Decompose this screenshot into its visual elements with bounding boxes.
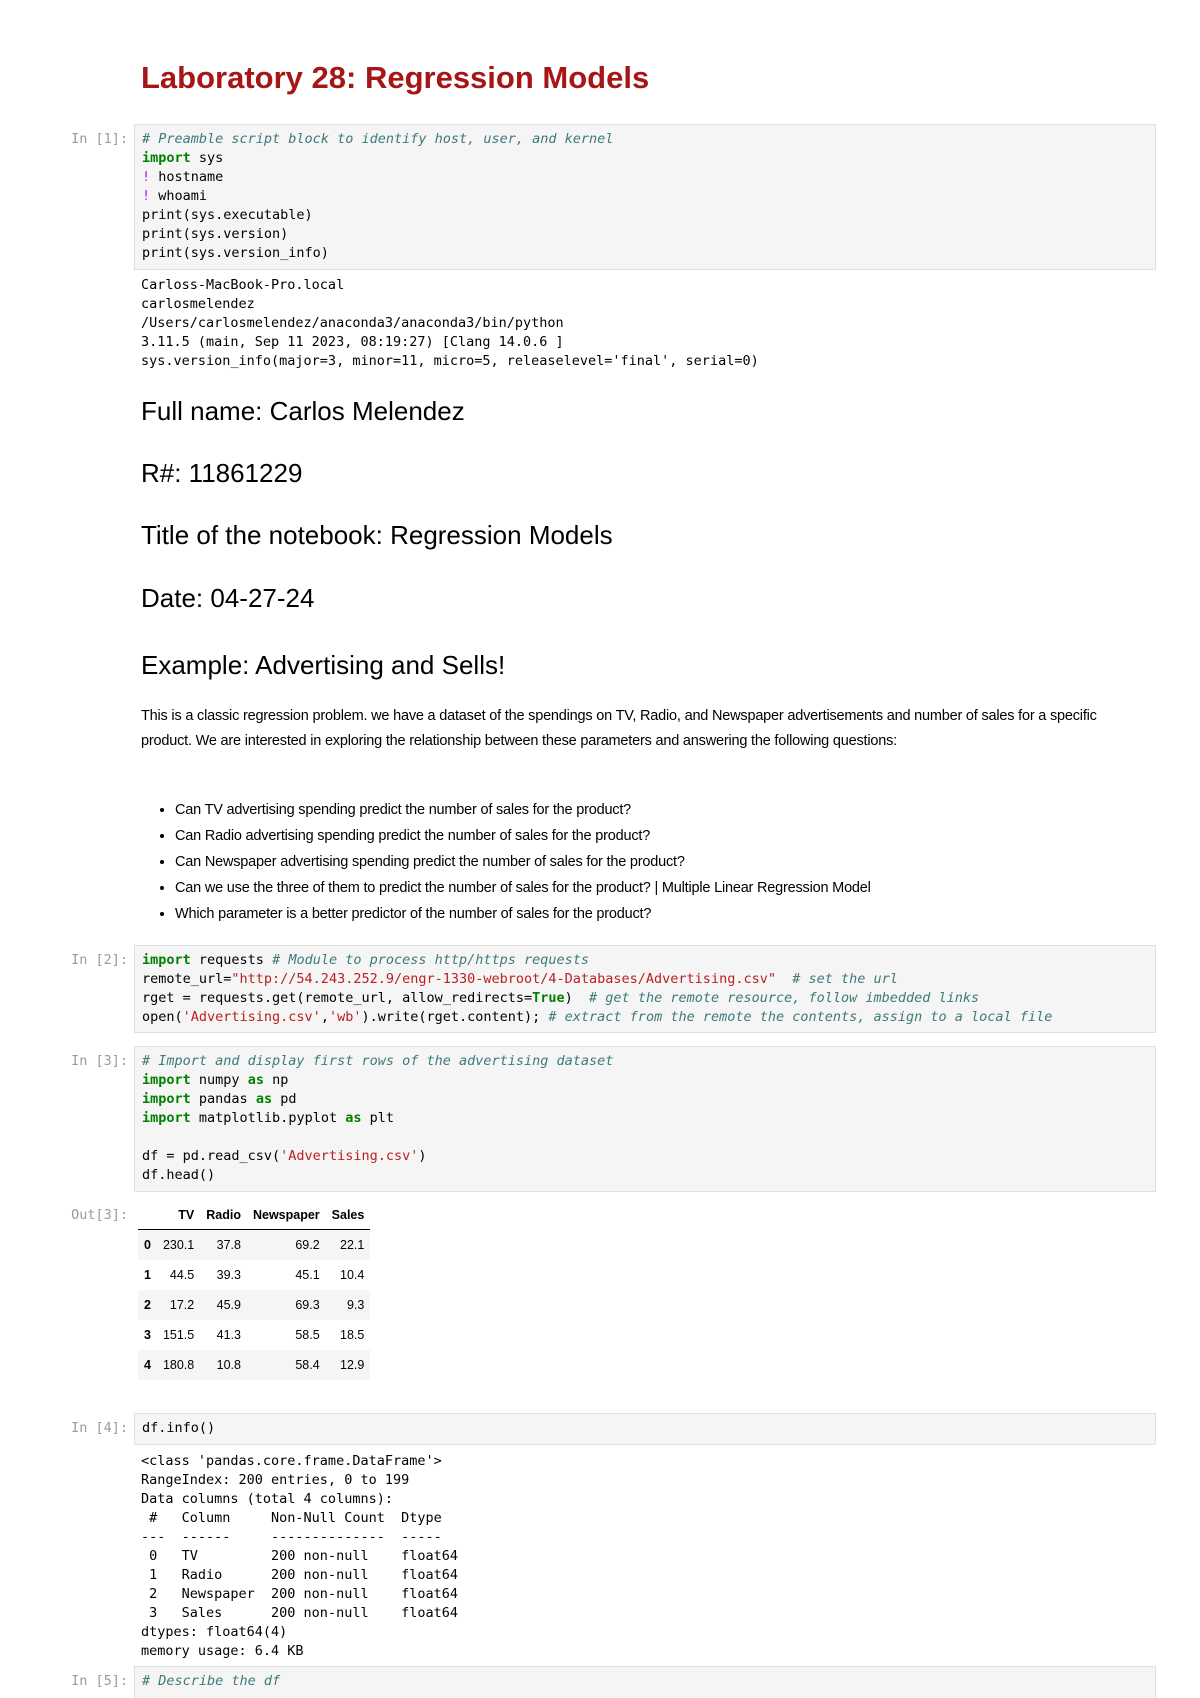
output-line: 3.11.5 (main, Sep 11 2023, 08:19:27) [Clang 14.0.6 ] — [141, 334, 564, 350]
cell-5-prompt: In [5]: — [71, 1673, 128, 1689]
example-paragraph: This is a classic regression problem. we have a dataset of the spendings on TV, Radio, and Newspaper advertisements and number of sales for a specific product. We are interested in exploring the relationship between these parameters and answering the following questions: — [141, 708, 1097, 749]
code-comment: # set the url — [775, 971, 898, 987]
code-keyword: import — [142, 952, 191, 968]
cell-1-prompt: In [1]: — [71, 131, 128, 147]
table-cell: 151.5 — [162, 1328, 195, 1342]
code-cell-2-source[interactable] — [135, 946, 1155, 1033]
cell-4-prompt: In [4]: — [71, 1420, 128, 1436]
code-text: print(sys.version) — [142, 226, 289, 242]
code-text: requests — [190, 952, 273, 968]
code-keyword: import — [142, 1072, 191, 1088]
code-text: print(sys.executable) — [142, 207, 313, 223]
table-cell: 37.8 — [216, 1238, 241, 1252]
output-line: Carloss-MacBook-Pro.local — [141, 277, 345, 293]
table-cell: 10.4 — [340, 1268, 365, 1282]
code-comment: # get the remote resource, follow imbedded links — [589, 990, 980, 1006]
notebook-title-heading: Title of the notebook: Regression Models — [141, 520, 613, 550]
table-row — [138, 1350, 370, 1380]
code-keyword: True — [532, 990, 565, 1006]
code-keyword: import — [142, 1110, 191, 1126]
code-comment: # extract from the remote the contents, assign to a local file — [548, 1009, 1053, 1025]
table-row — [138, 1290, 370, 1320]
output-line: <class 'pandas.core.frame.DataFrame'> — [141, 1453, 442, 1469]
output-line: /Users/carlosmelendez/anaconda3/anaconda3/bin/python — [141, 315, 564, 331]
code-string: 'Advertising.csv' — [182, 1009, 321, 1025]
output-line: 0 TV 200 non-null float64 — [141, 1548, 458, 1564]
output-line: dtypes: float64(4) — [141, 1624, 288, 1640]
list-item: • Which parameter is a better predictor of the number of sales for the product? — [175, 901, 871, 927]
code-text: pd — [272, 1091, 297, 1107]
list-item: • Can TV advertising spending predict the number of sales for the product? — [175, 797, 871, 823]
column-header: TV — [157, 1201, 200, 1230]
code-text: print(sys.version_info) — [142, 245, 329, 261]
table-cell: 17.2 — [169, 1298, 195, 1312]
output-line: # Column Non-Null Count Dtype — [141, 1510, 458, 1526]
output-line: 1 Radio 200 non-null float64 — [141, 1567, 458, 1583]
code-text: hostname — [150, 169, 224, 185]
code-text: , — [320, 1009, 329, 1025]
code-cell-3[interactable] — [134, 1046, 1156, 1192]
table-cell: 69.3 — [295, 1298, 320, 1312]
code-cell-1[interactable] — [134, 124, 1156, 270]
cell-4-output — [141, 1452, 458, 1661]
code-keyword: import — [142, 1091, 191, 1107]
code-cell-3-source[interactable] — [135, 1047, 1155, 1191]
code-text: ) — [418, 1148, 427, 1164]
cell-2-prompt: In [2]: — [71, 952, 128, 968]
code-text: pandas — [190, 1091, 256, 1107]
code-text: numpy — [190, 1072, 248, 1088]
code-cell-2[interactable] — [134, 945, 1156, 1033]
code-cell-5-source[interactable] — [135, 1667, 1155, 1697]
table-cell: 58.4 — [295, 1358, 320, 1372]
output-line: RangeIndex: 200 entries, 0 to 199 — [141, 1472, 410, 1488]
table-row — [138, 1320, 370, 1350]
code-comment: # Describe the df — [142, 1673, 281, 1689]
output-line: carlosmelendez — [141, 296, 255, 312]
output-line: Data columns (total 4 columns): — [141, 1491, 393, 1507]
table-cell: 18.5 — [340, 1328, 365, 1342]
code-text: df.head() — [142, 1167, 216, 1183]
row-index: 0 — [144, 1238, 151, 1252]
output-line: --- ------ -------------- ----- — [141, 1529, 458, 1545]
table-cell: 39.3 — [216, 1268, 241, 1282]
list-item: • Can Newspaper advertising spending predict the number of sales for the product? — [175, 849, 871, 875]
code-comment: # Import and display first rows of the advertising dataset — [142, 1053, 614, 1069]
table-cell: 22.1 — [340, 1238, 365, 1252]
code-text: sys — [190, 150, 224, 166]
table-cell: 230.1 — [162, 1238, 195, 1252]
row-index: 2 — [144, 1298, 151, 1312]
table-row — [138, 1260, 370, 1290]
table-cell: 9.3 — [346, 1298, 365, 1312]
code-cell-5[interactable] — [134, 1666, 1156, 1698]
code-string: 'Advertising.csv' — [280, 1148, 419, 1164]
code-keyword: as — [345, 1110, 362, 1126]
column-header: Newspaper — [247, 1201, 326, 1230]
full-name-heading: Full name: Carlos Melendez — [141, 396, 465, 426]
table-cell: 45.9 — [216, 1298, 241, 1312]
column-header: Sales — [326, 1201, 371, 1230]
row-index: 4 — [144, 1358, 151, 1372]
row-index: 3 — [144, 1328, 151, 1342]
output-line: sys.version_info(major=3, minor=11, micro=5, releaselevel='final', serial=0) — [141, 353, 759, 369]
code-cell-1-source[interactable] — [135, 125, 1155, 269]
output-line: 3 Sales 200 non-null float64 — [141, 1605, 458, 1621]
table-cell: 45.1 — [295, 1268, 320, 1282]
cell-1-output — [141, 276, 759, 371]
example-heading: Example: Advertising and Sells! — [141, 650, 506, 680]
column-header: Radio — [200, 1201, 247, 1230]
code-text: whoami — [150, 188, 208, 204]
code-text: open( — [142, 1009, 183, 1025]
code-keyword: as — [255, 1091, 273, 1107]
code-comment: # Module to process http/https requests — [272, 952, 590, 968]
code-cell-4-source[interactable]: df.info() — [142, 1420, 216, 1436]
list-item: • Can Radio advertising spending predict the number of sales for the product? — [175, 823, 871, 849]
table-cell: 12.9 — [340, 1358, 365, 1372]
code-bang: ! — [142, 169, 151, 185]
table-cell: 69.2 — [295, 1238, 320, 1252]
index-header — [138, 1201, 157, 1230]
code-string: "http://54.243.252.9/engr-1330-webroot/4-Databases/Advertising.csv" — [231, 971, 776, 987]
date-heading: Date: 04-27-24 — [141, 583, 315, 613]
rnum-heading: R#: 11861229 — [141, 458, 303, 488]
code-comment: # Preamble script block to identify host, user, and kernel — [142, 131, 614, 147]
list-item: • Can we use the three of them to predict the number of sales for the product? | Multiple Linear Regression Model — [175, 875, 871, 901]
code-text: np — [263, 1072, 289, 1088]
code-cell-4[interactable] — [134, 1413, 1156, 1445]
table-header-row — [138, 1201, 370, 1230]
code-text: matplotlib.pyplot — [190, 1110, 346, 1126]
table-cell: 180.8 — [162, 1358, 195, 1372]
code-text: df = pd.read_csv( — [142, 1148, 281, 1164]
notebook-title: Laboratory 28: Regression Models — [141, 60, 650, 95]
code-text: remote_url= — [142, 971, 232, 987]
table-row — [138, 1230, 370, 1261]
table-cell: 41.3 — [216, 1328, 241, 1342]
code-text: ) — [564, 990, 590, 1006]
out-3-prompt: Out[3]: — [71, 1207, 128, 1223]
dataframe-table — [138, 1201, 370, 1380]
cell-3-prompt: In [3]: — [71, 1053, 128, 1069]
row-index: 1 — [144, 1268, 151, 1282]
code-text: ).write(rget.content); — [361, 1009, 549, 1025]
code-bang: ! — [142, 188, 151, 204]
code-keyword: as — [247, 1072, 264, 1088]
question-list — [141, 797, 871, 927]
table-cell: 10.8 — [216, 1358, 241, 1372]
table-cell: 44.5 — [169, 1268, 195, 1282]
output-line: memory usage: 6.4 KB — [141, 1643, 304, 1659]
code-keyword: import — [142, 150, 191, 166]
code-text: rget = requests.get(remote_url, allow_redirects= — [142, 990, 533, 1006]
output-line: 2 Newspaper 200 non-null float64 — [141, 1586, 458, 1602]
code-string: 'wb' — [328, 1009, 362, 1025]
table-cell: 58.5 — [295, 1328, 320, 1342]
code-text: plt — [361, 1110, 394, 1126]
